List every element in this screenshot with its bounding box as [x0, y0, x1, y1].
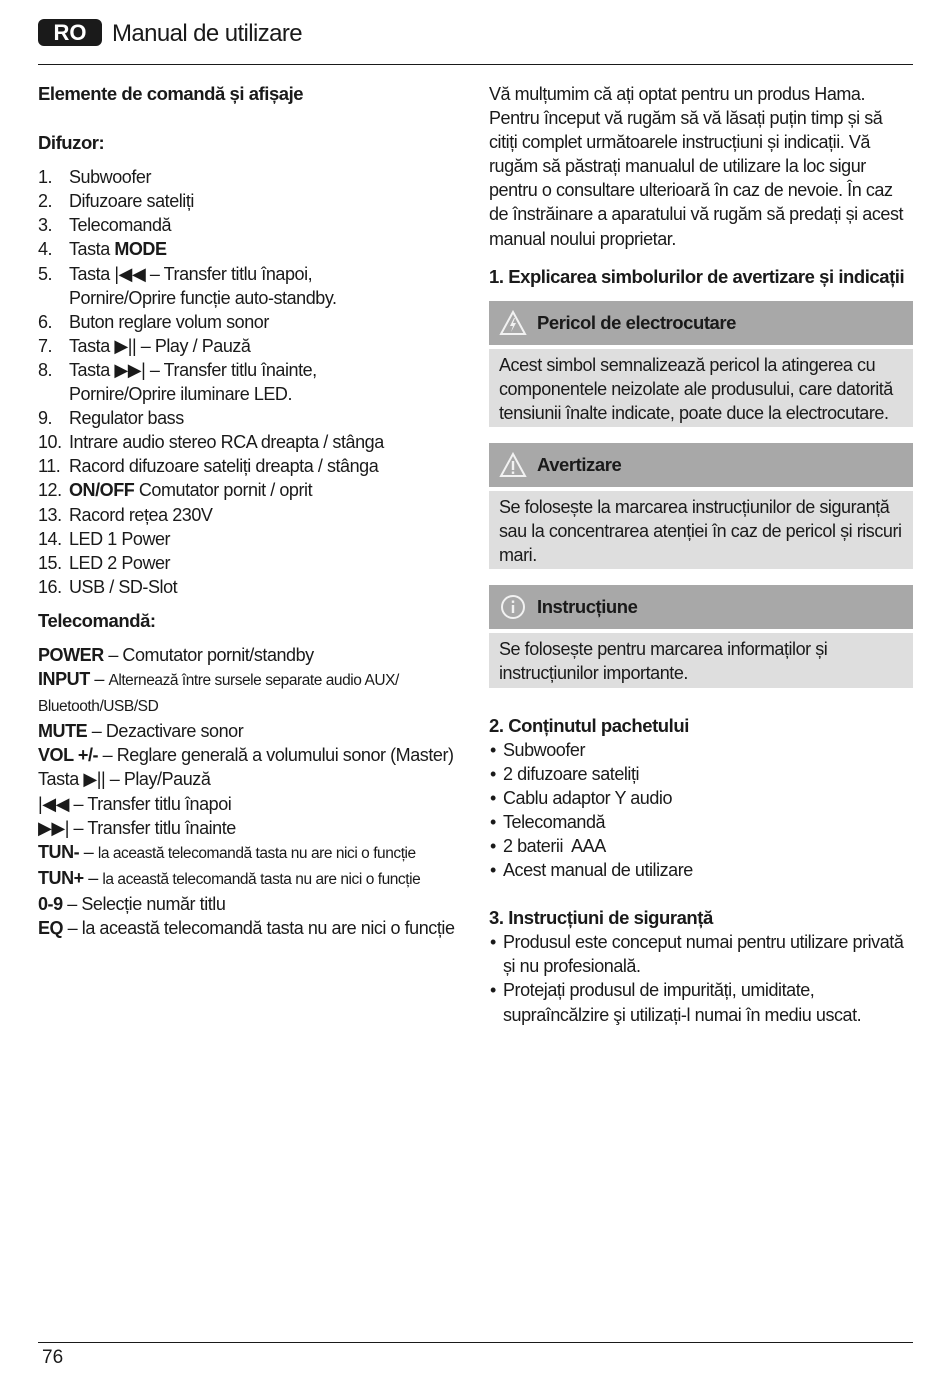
list-item: POWER – Comutator pornit/standby: [38, 644, 314, 665]
list-item: 15. LED 2 Power: [38, 552, 171, 573]
safety-list: [489, 930, 913, 1026]
list-item: 16. USB / SD-Slot: [38, 576, 178, 597]
list-item: 2. Difuzoare sateliți: [38, 191, 194, 212]
header-divider: [38, 64, 913, 65]
list-item: ▶▶| – Transfer titlu înainte: [38, 817, 236, 838]
list-item: 1. Subwoofer: [38, 167, 152, 188]
list-item: • Protejați produsul de impurități, umiditate, supraîncălzire şi utilizați-l numai în mediu uscat.: [489, 978, 913, 1026]
list-item: EQ – la această telecomandă tasta nu are nici o funcție: [38, 918, 455, 938]
list-item: 12. ON/OFF Comutator pornit / oprit: [38, 480, 313, 501]
intro-paragraph: Vă mulțumim că ați optat pentru un produs Hama. Pentru început vă rugăm să vă lăsați puțin timp și să citiți complet următoarele instrucțiuni și indicații. Vă rugăm să păstrați manualul de utilizare la loc sigur pentru o consultare ulterioară în caz de nevoie. În caz de înstrăinare a aparatului vă rugăm să predați și acest manual noului proprietar.: [489, 84, 904, 249]
page-title: Manual de utilizare: [112, 20, 303, 47]
warning-box-title: Avertizare: [537, 453, 622, 475]
list-item: 9. Regulator bass: [38, 408, 184, 429]
list-item: 6. Buton reglare volum sonor: [38, 311, 269, 332]
section-3-title: 3. Instrucțiuni de siguranță: [489, 907, 713, 929]
section-1-title: 1. Explicarea simbolurilor de avertizare și indicații: [489, 265, 905, 287]
list-item: 4. Tasta MODE: [38, 239, 167, 260]
speaker-heading: Difuzor:: [38, 132, 105, 154]
danger-box-text: Acest simbol semnalizează pericol la atingerea cu componentele neizolate ale produsului, care datorită tensiunii înalte indicate, poate duce la electrocutare.: [489, 349, 913, 427]
info-box-header: [489, 585, 913, 629]
controls-section-title: Elemente de comandă și afișaje: [38, 83, 304, 104]
list-item: • Telecomandă: [489, 810, 913, 834]
warning-box-text: Se folosește la marcarea instrucțiunilor de siguranță sau la concentrarea atenției în caz de pericol și riscuri mari.: [489, 491, 913, 569]
left-column: [38, 82, 473, 940]
list-item: TUN+ – la această telecomandă tasta nu are nici o funcție: [38, 867, 421, 888]
list-item: INPUT – Alternează între sursele separate audio AUX/ Bluetooth/USB/SD: [38, 669, 399, 716]
list-item: |◀◀ – Transfer titlu înapoi: [38, 793, 232, 814]
list-item: • 2 baterii AAA: [489, 834, 913, 858]
list-item: • Produsul este conceput numai pentru utilizare privată și nu profesională.: [489, 930, 913, 978]
info-box-text: Se folosește pentru marcarea informaților și instrucțiunilor importante.: [489, 633, 913, 687]
list-item: 0-9 – Selecție număr titlu: [38, 893, 226, 914]
danger-box-title: Pericol de electrocutare: [537, 311, 736, 333]
info-icon: [499, 594, 527, 620]
list-item: Tasta ▶|| – Play/Pauză: [38, 769, 211, 790]
list-item: 10. Intrare audio stereo RCA dreapta / stânga: [38, 432, 384, 453]
info-box: [489, 585, 913, 687]
list-item: 8. Tasta ▶▶| – Transfer titlu înainte, Pornire/Oprire iluminare LED.: [38, 359, 317, 405]
package-list: [489, 738, 913, 883]
list-item: • Acest manual de utilizare: [489, 858, 913, 882]
warning-icon: [499, 452, 527, 478]
list-item: 5. Tasta |◀◀ – Transfer titlu înapoi, Pornire/Oprire funcție auto-standby.: [38, 263, 337, 308]
right-column: [489, 82, 913, 1027]
list-item: • Cablu adaptor Y audio: [489, 786, 913, 810]
language-badge: RO: [38, 19, 102, 46]
danger-box: [489, 301, 913, 427]
list-item: 3. Telecomandă: [38, 215, 172, 236]
list-item: 7. Tasta ▶|| – Play / Pauză: [38, 335, 251, 356]
info-box-title: Instrucțiune: [537, 596, 638, 618]
list-item: 14. LED 1 Power: [38, 528, 171, 549]
list-item: • Subwoofer: [489, 738, 913, 762]
warning-box: [489, 443, 913, 569]
remote-heading: Telecomandă:: [38, 609, 156, 631]
remote-list: [38, 643, 473, 940]
footer-divider: [38, 1342, 913, 1343]
page-number: 76: [42, 1347, 64, 1368]
danger-box-header: [489, 301, 913, 345]
list-item: TUN- – la această telecomandă tasta nu are nici o funcție: [38, 841, 416, 862]
list-item: MUTE – Dezactivare sonor: [38, 721, 244, 742]
warning-box-header: [489, 443, 913, 487]
list-item: 11. Racord difuzoare sateliți dreapta / stânga: [38, 456, 379, 477]
electric-hazard-icon: [499, 310, 527, 336]
section-2-title: 2. Conținutul pachetului: [489, 714, 689, 736]
list-item: • 2 difuzoare sateliți: [489, 762, 913, 786]
speaker-list: [38, 165, 473, 599]
list-item: VOL +/- – Reglare generală a volumului sonor (Master): [38, 745, 454, 766]
list-item: 13. Racord rețea 230V: [38, 504, 213, 525]
